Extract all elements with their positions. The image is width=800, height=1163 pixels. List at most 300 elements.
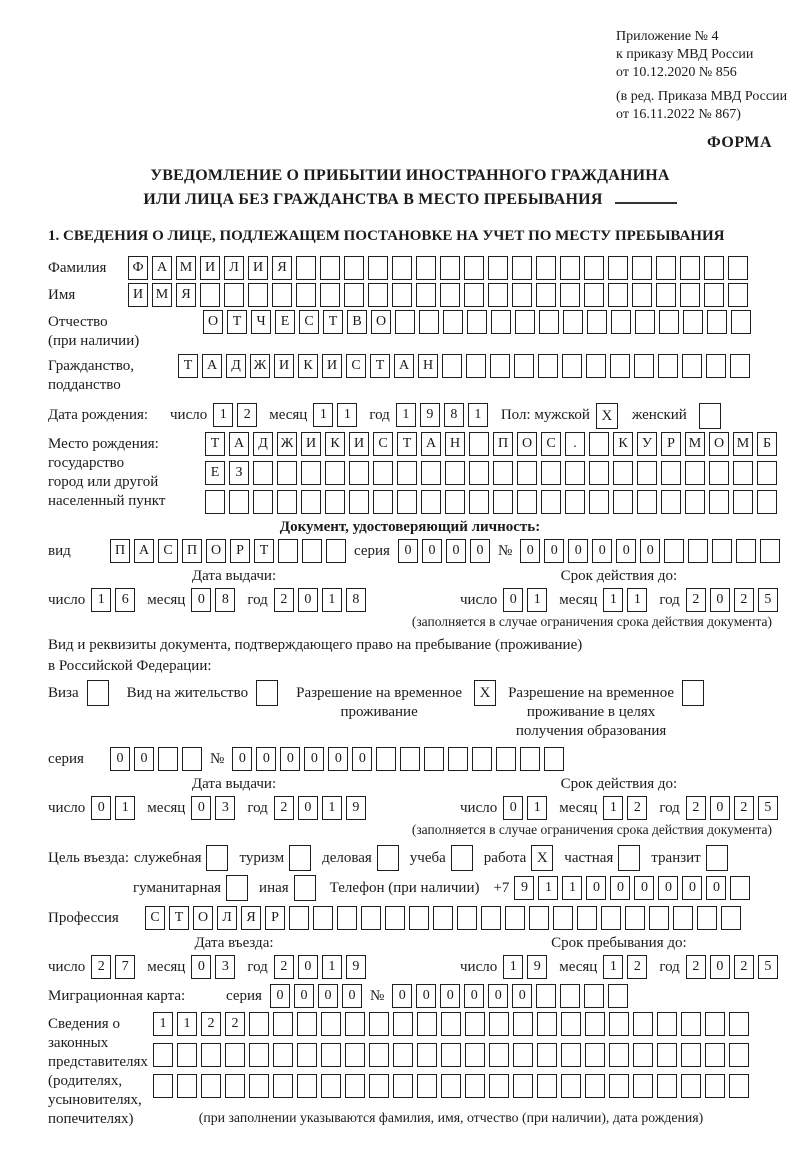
form-cell[interactable] [585,1074,605,1098]
form-cell[interactable] [517,461,537,485]
form-cell[interactable] [609,1074,629,1098]
form-cell[interactable]: 0 [470,539,490,563]
form-cell[interactable]: Л [217,906,237,930]
form-cell[interactable] [397,490,417,514]
form-cell[interactable]: Т [205,432,225,456]
form-cell[interactable] [633,1074,653,1098]
form-cell[interactable] [297,1043,317,1067]
form-cell[interactable] [417,1074,437,1098]
form-cell[interactable]: Я [241,906,261,930]
form-cell[interactable]: 0 [586,876,606,900]
form-cell[interactable] [681,1012,701,1036]
form-cell[interactable] [513,1074,533,1098]
form-cell[interactable] [440,283,460,307]
form-cell[interactable]: О [193,906,213,930]
form-cell[interactable]: О [206,539,226,563]
form-cell[interactable] [512,256,532,280]
form-cell[interactable] [609,1043,629,1067]
form-cell[interactable]: 0 [134,747,154,771]
form-cell[interactable] [441,1074,461,1098]
form-cell[interactable]: 5 [758,796,778,820]
form-cell[interactable] [587,310,607,334]
form-cell[interactable] [536,256,556,280]
form-cell[interactable] [321,1074,341,1098]
form-cell[interactable] [688,539,708,563]
form-cell[interactable] [704,256,724,280]
form-cell[interactable] [376,747,396,771]
form-cell[interactable]: 9 [514,876,534,900]
form-cell[interactable]: Ч [251,310,271,334]
form-cell[interactable]: С [145,906,165,930]
form-cell[interactable] [586,354,606,378]
form-cell[interactable] [513,1012,533,1036]
form-cell[interactable]: И [349,432,369,456]
form-cell[interactable] [321,1012,341,1036]
form-cell[interactable] [537,1074,557,1098]
form-cell[interactable] [325,490,345,514]
form-cell[interactable]: 0 [398,539,418,563]
form-cell[interactable] [325,461,345,485]
form-cell[interactable]: И [301,432,321,456]
form-cell[interactable] [158,747,178,771]
form-cell[interactable] [632,256,652,280]
form-cell[interactable] [657,1043,677,1067]
form-cell[interactable] [609,1012,629,1036]
form-cell[interactable]: . [565,432,585,456]
form-cell[interactable] [489,1012,509,1036]
female-checkbox[interactable] [699,403,721,429]
form-cell[interactable]: З [229,461,249,485]
form-cell[interactable] [177,1074,197,1098]
form-cell[interactable] [496,747,516,771]
form-cell[interactable] [683,310,703,334]
form-cell[interactable]: 0 [392,984,412,1008]
form-cell[interactable] [553,906,573,930]
form-cell[interactable]: 1 [177,1012,197,1036]
form-cell[interactable]: 1 [503,955,523,979]
form-cell[interactable] [656,256,676,280]
form-cell[interactable]: 0 [270,984,290,1008]
form-cell[interactable] [721,906,741,930]
form-cell[interactable]: П [493,432,513,456]
form-cell[interactable]: 0 [634,876,654,900]
form-cell[interactable] [536,984,556,1008]
form-cell[interactable] [297,1012,317,1036]
form-cell[interactable] [469,432,489,456]
form-cell[interactable]: Д [226,354,246,378]
form-cell[interactable] [536,283,556,307]
form-cell[interactable]: 0 [520,539,540,563]
form-cell[interactable] [393,1012,413,1036]
form-cell[interactable]: 1 [213,403,233,427]
form-cell[interactable] [634,354,654,378]
form-cell[interactable]: 1 [603,796,623,820]
form-cell[interactable] [224,283,244,307]
form-cell[interactable] [680,283,700,307]
form-cell[interactable] [673,906,693,930]
form-cell[interactable] [469,461,489,485]
form-cell[interactable]: 0 [110,747,130,771]
form-cell[interactable] [601,906,621,930]
form-cell[interactable]: 0 [710,796,730,820]
form-cell[interactable] [320,256,340,280]
form-cell[interactable] [393,1043,413,1067]
male-checkbox[interactable]: X [596,403,618,429]
form-cell[interactable] [361,906,381,930]
form-cell[interactable] [313,906,333,930]
form-cell[interactable] [297,1074,317,1098]
form-cell[interactable] [712,539,732,563]
form-cell[interactable]: 1 [322,955,342,979]
form-cell[interactable]: 6 [115,588,135,612]
form-cell[interactable]: 2 [686,955,706,979]
form-cell[interactable] [490,354,510,378]
form-cell[interactable] [289,906,309,930]
form-cell[interactable]: 2 [686,796,706,820]
form-cell[interactable]: 0 [592,539,612,563]
form-cell[interactable] [709,490,729,514]
form-cell[interactable] [200,283,220,307]
form-cell[interactable] [649,906,669,930]
form-cell[interactable]: 2 [627,955,647,979]
form-cell[interactable] [562,354,582,378]
form-cell[interactable]: 2 [734,588,754,612]
form-cell[interactable]: 9 [346,796,366,820]
form-cell[interactable]: Р [661,432,681,456]
form-cell[interactable] [205,490,225,514]
form-cell[interactable]: Я [176,283,196,307]
form-cell[interactable]: А [229,432,249,456]
form-cell[interactable]: Н [418,354,438,378]
form-cell[interactable] [253,461,273,485]
form-cell[interactable] [585,1043,605,1067]
form-cell[interactable]: 0 [342,984,362,1008]
form-cell[interactable] [320,283,340,307]
form-cell[interactable] [659,310,679,334]
form-cell[interactable]: М [176,256,196,280]
form-cell[interactable] [481,906,501,930]
form-cell[interactable]: 0 [710,955,730,979]
form-cell[interactable] [657,1012,677,1036]
form-cell[interactable]: О [517,432,537,456]
form-cell[interactable] [681,1043,701,1067]
form-cell[interactable]: 0 [440,984,460,1008]
form-cell[interactable] [512,283,532,307]
residence-permit-checkbox[interactable] [256,680,278,706]
form-cell[interactable] [561,1012,581,1036]
form-cell[interactable] [465,1012,485,1036]
form-cell[interactable]: С [541,432,561,456]
form-cell[interactable]: Р [265,906,285,930]
form-cell[interactable]: 0 [446,539,466,563]
form-cell[interactable]: В [347,310,367,334]
form-cell[interactable] [658,354,678,378]
form-cell[interactable]: К [613,432,633,456]
form-cell[interactable]: 9 [527,955,547,979]
form-cell[interactable]: А [394,354,414,378]
form-cell[interactable]: 2 [237,403,257,427]
form-cell[interactable]: 9 [346,955,366,979]
form-cell[interactable]: 9 [420,403,440,427]
form-cell[interactable]: 1 [527,588,547,612]
form-cell[interactable] [278,539,298,563]
form-cell[interactable] [577,906,597,930]
form-cell[interactable] [584,256,604,280]
form-cell[interactable]: 1 [153,1012,173,1036]
form-cell[interactable]: 3 [215,796,235,820]
purpose-other-checkbox[interactable] [294,875,316,901]
form-cell[interactable] [445,461,465,485]
form-cell[interactable] [585,1012,605,1036]
form-cell[interactable] [441,1012,461,1036]
form-cell[interactable]: 1 [562,876,582,900]
form-cell[interactable] [608,256,628,280]
form-cell[interactable]: 0 [298,796,318,820]
form-cell[interactable]: М [685,432,705,456]
form-cell[interactable] [632,283,652,307]
form-cell[interactable] [731,310,751,334]
form-cell[interactable] [249,1074,269,1098]
form-cell[interactable] [440,256,460,280]
form-cell[interactable]: 0 [91,796,111,820]
form-cell[interactable] [560,256,580,280]
form-cell[interactable] [565,461,585,485]
form-cell[interactable] [584,984,604,1008]
form-cell[interactable]: П [182,539,202,563]
form-cell[interactable]: 0 [503,796,523,820]
form-cell[interactable]: 0 [191,955,211,979]
form-cell[interactable] [272,283,292,307]
form-cell[interactable] [728,256,748,280]
form-cell[interactable] [565,490,585,514]
form-cell[interactable] [465,1043,485,1067]
form-cell[interactable]: 2 [91,955,111,979]
form-cell[interactable]: 1 [322,588,342,612]
form-cell[interactable] [326,539,346,563]
form-cell[interactable] [409,906,429,930]
form-cell[interactable]: Т [323,310,343,334]
form-cell[interactable] [369,1012,389,1036]
form-cell[interactable]: Б [757,432,777,456]
form-cell[interactable] [637,490,657,514]
purpose-tourism-checkbox[interactable] [289,845,311,871]
form-cell[interactable] [589,432,609,456]
form-cell[interactable]: А [202,354,222,378]
form-cell[interactable]: 1 [313,403,333,427]
form-cell[interactable] [664,539,684,563]
form-cell[interactable] [491,310,511,334]
form-cell[interactable] [493,490,513,514]
form-cell[interactable] [273,1074,293,1098]
form-cell[interactable]: К [325,432,345,456]
form-cell[interactable] [729,1012,749,1036]
form-cell[interactable]: 2 [734,955,754,979]
form-cell[interactable] [517,490,537,514]
form-cell[interactable] [441,1043,461,1067]
form-cell[interactable] [273,1043,293,1067]
form-cell[interactable] [273,1012,293,1036]
form-cell[interactable]: И [322,354,342,378]
form-cell[interactable] [417,1043,437,1067]
form-cell[interactable] [685,461,705,485]
form-cell[interactable] [529,906,549,930]
form-cell[interactable] [469,490,489,514]
form-cell[interactable] [349,461,369,485]
form-cell[interactable]: И [200,256,220,280]
form-cell[interactable] [443,310,463,334]
form-cell[interactable] [514,354,534,378]
form-cell[interactable] [584,283,604,307]
form-cell[interactable] [608,283,628,307]
form-cell[interactable] [253,490,273,514]
form-cell[interactable] [760,539,780,563]
form-cell[interactable]: 0 [512,984,532,1008]
form-cell[interactable] [733,461,753,485]
visa-checkbox[interactable] [87,680,109,706]
form-cell[interactable]: 1 [538,876,558,900]
form-cell[interactable] [661,461,681,485]
form-cell[interactable]: 2 [225,1012,245,1036]
form-cell[interactable]: 0 [503,588,523,612]
form-cell[interactable] [419,310,439,334]
purpose-official-checkbox[interactable] [206,845,228,871]
form-cell[interactable]: А [421,432,441,456]
form-cell[interactable] [489,1074,509,1098]
purpose-humanitarian-checkbox[interactable] [226,875,248,901]
form-cell[interactable]: У [637,432,657,456]
form-cell[interactable] [730,354,750,378]
form-cell[interactable]: 3 [215,955,235,979]
form-cell[interactable] [345,1012,365,1036]
form-cell[interactable] [392,283,412,307]
form-cell[interactable] [560,984,580,1008]
form-cell[interactable] [321,1043,341,1067]
form-cell[interactable] [489,1043,509,1067]
form-cell[interactable] [537,1043,557,1067]
form-cell[interactable]: М [152,283,172,307]
form-cell[interactable]: 0 [256,747,276,771]
form-cell[interactable]: 0 [682,876,702,900]
form-cell[interactable]: С [299,310,319,334]
form-cell[interactable] [369,1074,389,1098]
form-cell[interactable]: 5 [758,588,778,612]
form-cell[interactable]: Т [397,432,417,456]
form-cell[interactable]: Р [230,539,250,563]
form-cell[interactable] [442,354,462,378]
form-cell[interactable]: 0 [464,984,484,1008]
form-cell[interactable] [464,283,484,307]
form-cell[interactable]: 0 [568,539,588,563]
form-cell[interactable] [736,539,756,563]
form-cell[interactable] [611,310,631,334]
form-cell[interactable]: Л [224,256,244,280]
form-cell[interactable]: 1 [468,403,488,427]
form-cell[interactable] [704,283,724,307]
form-cell[interactable]: 8 [346,588,366,612]
form-cell[interactable] [563,310,583,334]
form-cell[interactable] [608,984,628,1008]
form-cell[interactable] [201,1074,221,1098]
form-cell[interactable] [472,747,492,771]
form-cell[interactable] [349,490,369,514]
form-cell[interactable]: 2 [274,588,294,612]
form-cell[interactable] [302,539,322,563]
form-cell[interactable]: 1 [396,403,416,427]
form-cell[interactable] [345,1074,365,1098]
form-cell[interactable] [369,1043,389,1067]
form-cell[interactable] [465,1074,485,1098]
form-cell[interactable] [225,1043,245,1067]
form-cell[interactable] [153,1043,173,1067]
form-cell[interactable] [656,283,676,307]
form-cell[interactable]: 0 [610,876,630,900]
form-cell[interactable] [589,490,609,514]
form-cell[interactable] [706,354,726,378]
form-cell[interactable]: 0 [544,539,564,563]
form-cell[interactable] [541,461,561,485]
form-cell[interactable] [560,283,580,307]
form-cell[interactable]: Т [254,539,274,563]
form-cell[interactable]: 1 [91,588,111,612]
form-cell[interactable] [681,1074,701,1098]
form-cell[interactable] [424,747,444,771]
form-cell[interactable]: 0 [298,588,318,612]
form-cell[interactable]: 0 [416,984,436,1008]
form-cell[interactable] [709,461,729,485]
temp-residence-edu-checkbox[interactable] [682,680,704,706]
form-cell[interactable]: С [373,432,393,456]
form-cell[interactable] [466,354,486,378]
form-cell[interactable] [416,283,436,307]
form-cell[interactable] [385,906,405,930]
form-cell[interactable]: 8 [444,403,464,427]
form-cell[interactable]: 0 [488,984,508,1008]
form-cell[interactable] [729,1074,749,1098]
form-cell[interactable] [448,747,468,771]
form-cell[interactable]: 0 [352,747,372,771]
form-cell[interactable]: 2 [274,796,294,820]
form-cell[interactable] [707,310,727,334]
form-cell[interactable]: 8 [215,588,235,612]
form-cell[interactable]: 0 [298,955,318,979]
form-cell[interactable] [682,354,702,378]
form-cell[interactable] [561,1074,581,1098]
form-cell[interactable] [373,490,393,514]
form-cell[interactable] [249,1012,269,1036]
form-cell[interactable]: А [152,256,172,280]
form-cell[interactable] [421,490,441,514]
form-cell[interactable]: 1 [603,955,623,979]
form-cell[interactable] [392,256,412,280]
form-cell[interactable] [277,490,297,514]
form-cell[interactable] [657,1074,677,1098]
form-cell[interactable] [635,310,655,334]
form-cell[interactable] [296,283,316,307]
form-cell[interactable]: Н [445,432,465,456]
form-cell[interactable] [589,461,609,485]
form-cell[interactable]: 0 [191,796,211,820]
form-cell[interactable]: 1 [603,588,623,612]
form-cell[interactable] [249,1043,269,1067]
form-cell[interactable] [229,490,249,514]
form-cell[interactable] [613,490,633,514]
form-cell[interactable] [697,906,717,930]
form-cell[interactable]: 2 [734,796,754,820]
form-cell[interactable] [277,461,297,485]
purpose-transit-checkbox[interactable] [706,845,728,871]
form-cell[interactable] [705,1074,725,1098]
form-cell[interactable] [541,490,561,514]
